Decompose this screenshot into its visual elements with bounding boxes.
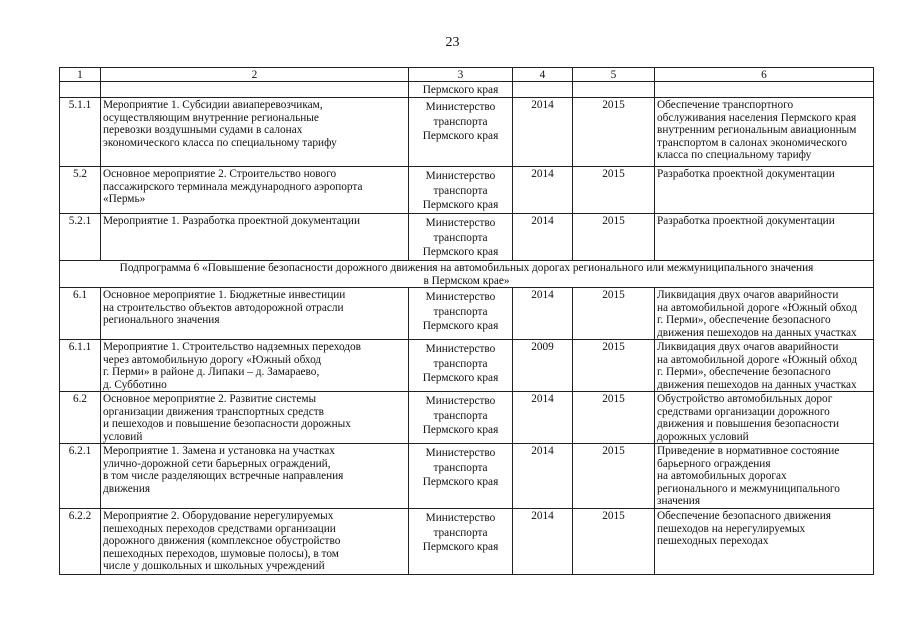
page-number: 23 — [445, 35, 460, 50]
text-line: на автомобильных дорогах — [657, 470, 787, 482]
text-line: «Пермь» — [103, 193, 146, 205]
expected-result — [655, 444, 874, 509]
table-header-row — [60, 68, 874, 82]
text-line: движения и повышения безопасности — [657, 418, 840, 430]
table-row — [60, 340, 874, 392]
text-line: Пермского края — [422, 372, 499, 384]
row-number: 5.1.1 — [60, 98, 101, 167]
text-line: в Пермском крае» — [423, 274, 510, 287]
text-line: Мероприятие 1. Строительство надземных переходов — [103, 341, 362, 353]
expected-result — [655, 167, 874, 214]
text-line: и пешеходов и повышение безопасности дорожных — [103, 418, 351, 430]
table-row — [60, 288, 874, 340]
measure-name — [101, 392, 409, 444]
text-line: Основное мероприятие 2. Строительство нового — [103, 168, 337, 180]
text-line: Министерство — [425, 447, 496, 459]
measure-name — [101, 288, 409, 340]
column-header: 1 — [60, 68, 101, 82]
end-year: 2015 — [573, 167, 655, 214]
text-line: на строительство объектов автодорожной отрасли — [103, 301, 344, 314]
text-line: средствами организации дорожного — [657, 405, 830, 418]
end-year: 2015 — [573, 340, 655, 392]
text-line: Министерство — [425, 395, 496, 407]
text-line: пешеходных переходов, шумовые полосы), в том — [103, 547, 339, 560]
text-line: д. Субботино — [103, 378, 167, 391]
text-line: пешеходных переходах — [657, 535, 769, 547]
text-line: Основное мероприятие 1. Бюджетные инвестиции — [103, 289, 346, 301]
text-line: Ликвидация двух очагов аварийности — [657, 341, 839, 353]
text-line: Пермского края — [422, 541, 499, 553]
row-number: 6.2 — [60, 392, 101, 444]
table-row — [60, 392, 874, 444]
row-number: 6.2.2 — [60, 509, 101, 575]
text-line: г. Перми» в районе д. Липаки – д. Замараево, — [103, 366, 320, 378]
text-line: на автомобильной дороге «Южный обход — [657, 353, 858, 366]
text-line: Пермского края — [422, 476, 499, 488]
end-year: 2015 — [573, 509, 655, 575]
text-line: г. Перми», обеспечение безопасного — [657, 314, 831, 326]
text-line: Министерство — [425, 101, 496, 113]
expected-result — [655, 340, 874, 392]
end-year: 2015 — [573, 288, 655, 340]
text-line: Министерство — [425, 170, 496, 182]
text-line: пассажирского терминала международного аэропорта — [103, 180, 363, 193]
table-row — [60, 444, 874, 509]
text-line: класса по специальному тарифу — [657, 149, 812, 161]
text-line: организации движения транспортных средств — [103, 405, 324, 418]
text-line: транспорта — [433, 409, 488, 422]
table-row — [60, 167, 874, 214]
text-line: экономического класса по специальному тарифу — [103, 136, 337, 149]
text-line: внутренним региональным авиационным — [657, 124, 857, 136]
expected-result — [655, 509, 874, 575]
start-year: 2014 — [513, 167, 573, 214]
text-line: пешеходов на нерегулируемых — [657, 522, 806, 535]
text-line: транспорта — [433, 184, 488, 197]
start-year: 2014 — [513, 392, 573, 444]
row-number — [60, 82, 101, 98]
text-line: через автомобильную дорогу «Южный обход — [103, 353, 322, 366]
end-year: 2015 — [573, 214, 655, 261]
start-year: 2014 — [513, 444, 573, 509]
responsible-executor — [409, 288, 513, 340]
text-line: регионального и межмуниципального — [657, 482, 840, 495]
measure-name — [101, 98, 409, 167]
measure-name — [101, 82, 409, 98]
text-line: движения пешеходов на данных участках — [657, 378, 857, 391]
expected-result — [655, 82, 874, 98]
text-line: условий — [103, 430, 143, 443]
table-row — [60, 98, 874, 167]
text-line: Министерство — [425, 291, 496, 303]
expected-result — [655, 214, 874, 261]
column-header: 2 — [101, 68, 409, 82]
text-line: в том числе разделяющих встречные направления — [103, 470, 344, 482]
measure-name — [101, 340, 409, 392]
responsible-executor — [409, 98, 513, 167]
responsible-executor — [409, 340, 513, 392]
text-line: Обустройство автомобильных дорог — [657, 393, 833, 405]
text-line: улично-дорожной сети барьерных ограждений, — [103, 457, 331, 470]
subprogram-title — [60, 261, 874, 288]
text-line: транспорта — [433, 115, 488, 128]
text-line: Основное мероприятие 2. Развитие системы — [103, 393, 317, 405]
table-row — [60, 214, 874, 261]
text-line: перевозки воздушными судами в салонах — [103, 124, 303, 136]
text-line: движения — [103, 482, 151, 495]
text-line: Пермского края — [422, 130, 499, 142]
text-line: г. Перми», обеспечение безопасного — [657, 366, 831, 378]
responsible-executor — [409, 214, 513, 261]
responsible-executor: Пермского края — [409, 82, 513, 98]
text-line: дорожного движения (комплексное обустройство — [103, 535, 341, 547]
expected-result — [655, 288, 874, 340]
row-number: 5.2 — [60, 167, 101, 214]
row-number: 6.1 — [60, 288, 101, 340]
measure-name — [101, 444, 409, 509]
table-row — [60, 82, 874, 98]
text-line: Министерство — [425, 217, 496, 229]
end-year: 2015 — [573, 98, 655, 167]
table-row — [60, 509, 874, 575]
expected-result — [655, 392, 874, 444]
column-header: 3 — [409, 68, 513, 82]
row-number: 6.2.1 — [60, 444, 101, 509]
text-line: движения пешеходов на данных участках — [657, 326, 857, 339]
measure-name — [101, 509, 409, 575]
start-year: 2014 — [513, 288, 573, 340]
text-line: Разработка проектной документации — [657, 168, 835, 180]
end-year: 2015 — [573, 444, 655, 509]
text-line: Мероприятие 2. Оборудование нерегулируемых — [103, 510, 334, 522]
text-line: дорожных условий — [657, 430, 749, 443]
measures-table — [59, 67, 874, 575]
text-line: Обеспечение безопасного движения — [657, 510, 831, 522]
text-line: Обеспечение транспортного — [657, 99, 794, 111]
text-line: транспорта — [433, 305, 488, 318]
text-line: Пермского края — [422, 424, 499, 436]
text-line: транспорта — [433, 526, 488, 539]
measure-name — [101, 167, 409, 214]
text-line: Министерство — [425, 343, 496, 355]
column-header: 5 — [573, 68, 655, 82]
text-line: транспортом в салонах экономического — [657, 136, 848, 149]
responsible-executor — [409, 392, 513, 444]
responsible-executor — [409, 509, 513, 575]
text-line: Разработка проектной документации — [657, 215, 835, 227]
start-year: 2014 — [513, 98, 573, 167]
start-year: 2014 — [513, 509, 573, 575]
responsible-executor — [409, 444, 513, 509]
text-line: Мероприятие 1. Замена и установка на участках — [103, 445, 335, 457]
column-header: 6 — [655, 68, 874, 82]
start-year — [513, 82, 573, 98]
text-line: пешеходных переходов средствами организации — [103, 522, 336, 535]
end-year — [573, 82, 655, 98]
expected-result — [655, 98, 874, 167]
row-number: 5.2.1 — [60, 214, 101, 261]
column-header: 4 — [513, 68, 573, 82]
end-year: 2015 — [573, 392, 655, 444]
text-line: Мероприятие 1. Разработка проектной документации — [103, 215, 361, 227]
measure-name — [101, 214, 409, 261]
text-line: Мероприятие 1. Субсидии авиаперевозчикам, — [103, 99, 323, 111]
row-number: 6.1.1 — [60, 340, 101, 392]
start-year: 2014 — [513, 214, 573, 261]
text-line: Пермского края — [422, 199, 499, 211]
text-line: Приведение в нормативное состояние — [657, 445, 840, 457]
text-line: регионального значения — [103, 314, 220, 326]
text-line: значения — [657, 495, 701, 507]
text-line: обслуживания населения Пермского края — [657, 111, 857, 124]
responsible-executor — [409, 167, 513, 214]
text-line: транспорта — [433, 357, 488, 370]
text-line: Подпрограмма 6 «Повышение безопасности дорожного движения на автомобильных дорогах регионального или межмуниципального значения — [119, 262, 814, 274]
text-line: Ликвидация двух очагов аварийности — [657, 289, 839, 301]
subprogram-row — [60, 261, 874, 288]
text-line: барьерного ограждения — [657, 457, 771, 470]
text-line: Пермского края — [422, 246, 499, 258]
text-line: числе у дошкольных и школьных учреждений — [103, 560, 325, 572]
text-line: на автомобильной дороге «Южный обход — [657, 301, 858, 314]
start-year: 2009 — [513, 340, 573, 392]
text-line: осуществляющим внутренние региональные — [103, 111, 319, 124]
text-line: Пермского края — [422, 320, 499, 332]
text-line: транспорта — [433, 231, 488, 244]
text-line: Министерство — [425, 512, 496, 524]
text-line: транспорта — [433, 461, 488, 474]
